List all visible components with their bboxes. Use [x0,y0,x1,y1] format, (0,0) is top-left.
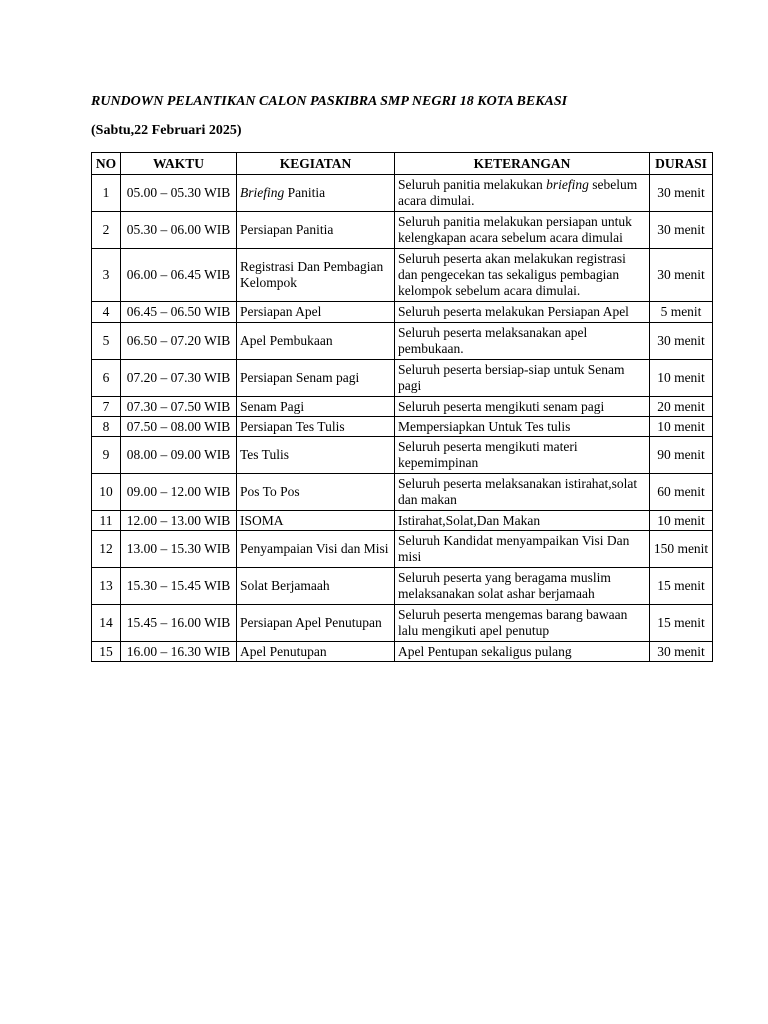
table-row [92,323,713,360]
cell-durasi: 30 menit [650,175,713,212]
cell-durasi: 60 menit [650,474,713,511]
table-row [92,531,713,568]
cell-no: 13 [92,568,121,605]
cell-no: 1 [92,175,121,212]
cell-waktu: 09.00 – 12.00 WIB [121,474,237,511]
table-row [92,360,713,397]
cell-durasi: 10 menit [650,360,713,397]
cell-kegiatan: Persiapan Apel [237,302,395,323]
table-row [92,642,713,662]
table-row [92,175,713,212]
rundown-table [91,152,713,662]
cell-kegiatan: Penyampaian Visi dan Misi [237,531,395,568]
table-row [92,437,713,474]
cell-kegiatan: Persiapan Tes Tulis [237,417,395,437]
cell-no: 11 [92,511,121,531]
cell-no: 12 [92,531,121,568]
kegiatan-text: Panitia [284,185,326,200]
cell-keterangan: Seluruh peserta mengemas barang bawaan lalu mengikuti apel penutup [395,605,650,642]
keterangan-italic-text: briefing [546,177,589,192]
cell-keterangan [395,175,650,212]
document-title: RUNDOWN PELANTIKAN CALON PASKIBRA SMP NEGRI 18 KOTA BEKASI [91,94,568,109]
cell-waktu: 16.00 – 16.30 WIB [121,642,237,662]
cell-kegiatan [237,175,395,212]
cell-no: 2 [92,212,121,249]
cell-keterangan: Mempersiapkan Untuk Tes tulis [395,417,650,437]
keterangan-text-pre: Seluruh panitia melakukan [398,177,547,192]
cell-waktu: 05.30 – 06.00 WIB [121,212,237,249]
cell-no: 15 [92,642,121,662]
keterangan-text-post: sebelum acara dimulai. [398,177,638,208]
cell-waktu: 06.45 – 06.50 WIB [121,302,237,323]
cell-keterangan: Seluruh peserta melaksanakan istirahat,solat dan makan [395,474,650,511]
cell-kegiatan: Persiapan Senam pagi [237,360,395,397]
cell-keterangan: Seluruh panitia melakukan persiapan untuk kelengkapan acara sebelum acara dimulai [395,212,650,249]
cell-keterangan: Apel Pentupan sekaligus pulang [395,642,650,662]
cell-waktu: 06.00 – 06.45 WIB [121,249,237,302]
cell-durasi: 90 menit [650,437,713,474]
cell-keterangan: Seluruh peserta melaksanakan apel pembukaan. [395,323,650,360]
cell-no: 14 [92,605,121,642]
table-row [92,397,713,417]
cell-keterangan: Istirahat,Solat,Dan Makan [395,511,650,531]
table-row [92,249,713,302]
cell-durasi: 30 menit [650,323,713,360]
cell-durasi: 10 menit [650,511,713,531]
cell-waktu: 07.50 – 08.00 WIB [121,417,237,437]
cell-no: 10 [92,474,121,511]
cell-keterangan: Seluruh peserta akan melakukan registrasi dan pengecekan tas sekaligus pembagian kelompok sebelum acara dimulai. [395,249,650,302]
header-kegiatan: KEGIATAN [237,153,395,175]
cell-keterangan: Seluruh peserta melakukan Persiapan Apel [395,302,650,323]
cell-waktu: 07.20 – 07.30 WIB [121,360,237,397]
table-row [92,302,713,323]
table-row [92,605,713,642]
cell-no: 3 [92,249,121,302]
cell-durasi: 15 menit [650,605,713,642]
table-header-row [92,153,713,175]
kegiatan-italic-text: Briefing [240,185,285,200]
cell-kegiatan: Senam Pagi [237,397,395,417]
cell-keterangan: Seluruh peserta bersiap-siap untuk Senam pagi [395,360,650,397]
cell-waktu: 06.50 – 07.20 WIB [121,323,237,360]
cell-waktu: 13.00 – 15.30 WIB [121,531,237,568]
cell-durasi: 5 menit [650,302,713,323]
cell-kegiatan: Tes Tulis [237,437,395,474]
table-body [92,175,713,662]
cell-kegiatan: ISOMA [237,511,395,531]
cell-no: 7 [92,397,121,417]
cell-waktu: 15.30 – 15.45 WIB [121,568,237,605]
header-durasi: DURASI [650,153,713,175]
cell-kegiatan: Persiapan Apel Penutupan [237,605,395,642]
cell-no: 5 [92,323,121,360]
cell-waktu: 05.00 – 05.30 WIB [121,175,237,212]
cell-waktu: 15.45 – 16.00 WIB [121,605,237,642]
cell-keterangan: Seluruh peserta yang beragama muslim melaksanakan solat ashar berjamaah [395,568,650,605]
header-no: NO [92,153,121,175]
cell-kegiatan: Apel Penutupan [237,642,395,662]
cell-waktu: 07.30 – 07.50 WIB [121,397,237,417]
cell-waktu: 08.00 – 09.00 WIB [121,437,237,474]
cell-durasi: 15 menit [650,568,713,605]
cell-no: 8 [92,417,121,437]
table-row [92,417,713,437]
cell-kegiatan: Registrasi Dan Pembagian Kelompok [237,249,395,302]
cell-no: 6 [92,360,121,397]
table-row [92,474,713,511]
cell-no: 9 [92,437,121,474]
cell-keterangan: Seluruh peserta mengikuti materi kepemimpinan [395,437,650,474]
table-row [92,212,713,249]
cell-durasi: 150 menit [650,531,713,568]
cell-durasi: 30 menit [650,249,713,302]
cell-kegiatan: Pos To Pos [237,474,395,511]
cell-waktu: 12.00 – 13.00 WIB [121,511,237,531]
header-keterangan: KETERANGAN [395,153,650,175]
table-row [92,568,713,605]
cell-kegiatan: Solat Berjamaah [237,568,395,605]
table-row [92,511,713,531]
cell-durasi: 30 menit [650,642,713,662]
document-subtitle: (Sabtu,22 Februari 2025) [91,123,242,138]
cell-no: 4 [92,302,121,323]
cell-durasi: 20 menit [650,397,713,417]
cell-durasi: 10 menit [650,417,713,437]
cell-keterangan: Seluruh peserta mengikuti senam pagi [395,397,650,417]
cell-keterangan: Seluruh Kandidat menyampaikan Visi Dan misi [395,531,650,568]
cell-kegiatan: Apel Pembukaan [237,323,395,360]
header-waktu: WAKTU [121,153,237,175]
cell-durasi: 30 menit [650,212,713,249]
cell-kegiatan: Persiapan Panitia [237,212,395,249]
